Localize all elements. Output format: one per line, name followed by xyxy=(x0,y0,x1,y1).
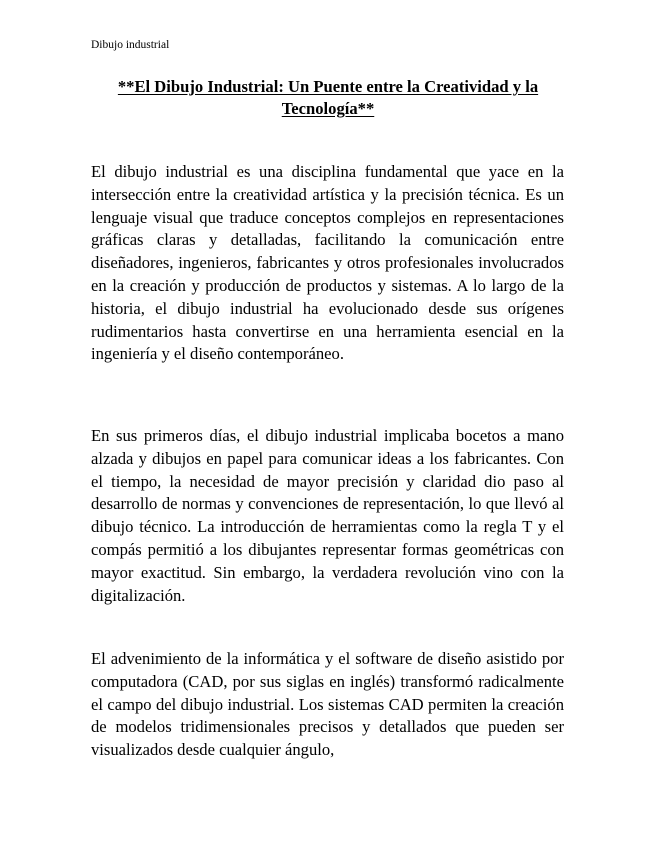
paragraph-3: El advenimiento de la informática y el software de diseño asistido por computadora (CAD, por sus siglas en inglés) transformó radicalmente el campo del dibujo industrial. Los sistemas CAD permiten la creación de modelos tridimensionales precisos y detallados que pueden ser visualizados desde cualquier ángulo, xyxy=(91,649,564,760)
document-title: **El Dibujo Industrial: Un Puente entre la Creatividad y la Tecnología** xyxy=(117,77,539,118)
paragraph-1: El dibujo industrial es una disciplina fundamental que yace en la intersección entre la creatividad artística y la precisión técnica. Es un lenguaje visual que traduce conceptos complejos en representaciones gráficas claras y detalladas, facilitando la comunicación entre diseñadores, ingenieros, fabricantes y otros profesionales involucrados en la creación y producción de productos y sistemas. A lo largo de la historia, el dibujo industrial ha evolucionado desde sus orígenes rudimentarios hasta convertirse en una herramienta esencial en la ingeniería y el diseño contemporáneo. xyxy=(91,162,564,364)
running-header: Dibujo industrial xyxy=(91,39,170,51)
paragraph-2: En sus primeros días, el dibujo industrial implicaba bocetos a mano alzada y dibujos en papel para comunicar ideas a los fabricantes. Con el tiempo, la necesidad de mayor precisión y claridad dio paso al desarrollo de normas y convenciones de representación, lo que llevó al dibujo técnico. La introducción de herramientas como la regla T y el compás permitió a los dibujantes representar formas geométricas con mayor exactitud. Sin embargo, la verdadera revolución vino con la digitalización. xyxy=(91,426,564,605)
